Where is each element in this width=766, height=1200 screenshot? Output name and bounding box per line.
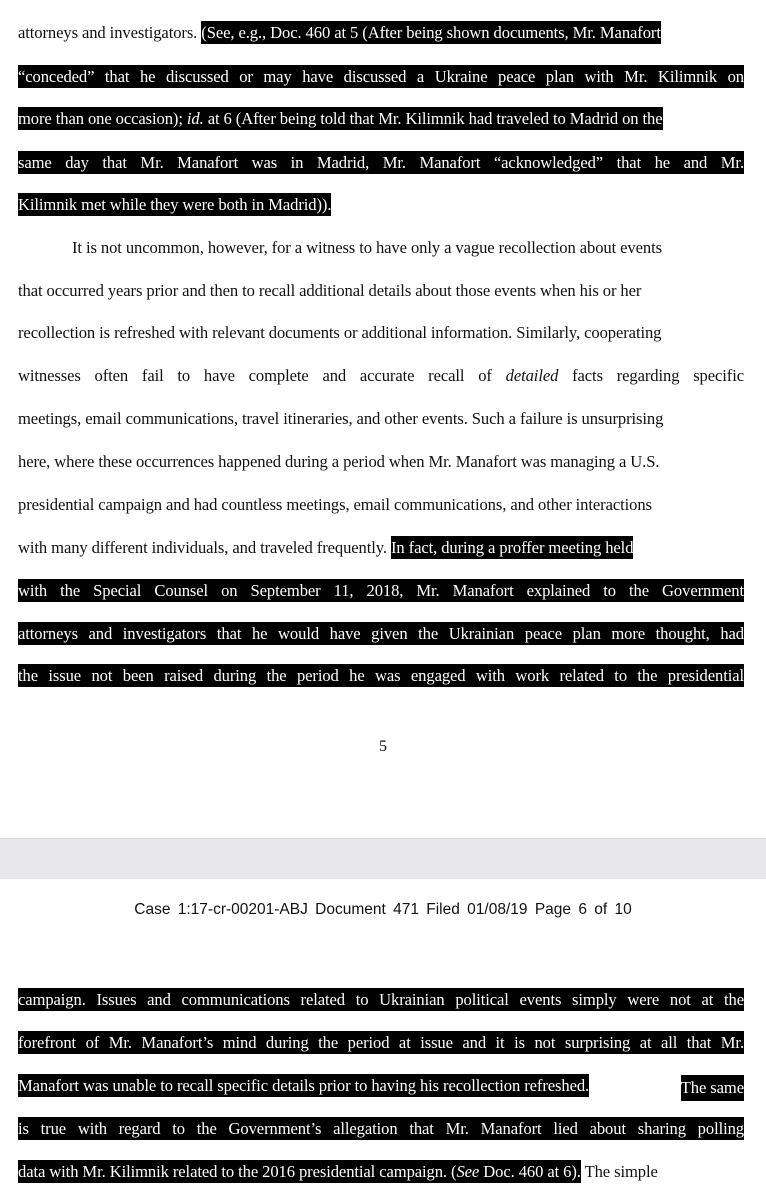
redaction-highlight: Kilimnik met while they were both in Madrid)). [18, 195, 332, 214]
text-line [18, 280, 744, 302]
text-line [18, 22, 744, 44]
text-run: that occurred years prior and then to recall additional details about those events when his or her [18, 281, 642, 300]
text-run: presidential campaign and had countless meetings, email communications, and other interactions [18, 495, 652, 514]
text-line [18, 365, 744, 387]
text-line [18, 194, 744, 216]
redaction-highlight: In fact, during a proffer meeting held [390, 538, 634, 557]
redaction-highlight: is true with regard to the Government’s allegation that Mr. Manafort lied about sharing polling [18, 1119, 744, 1138]
redaction-highlight: same day that Mr. Manafort was in Madrid, Mr. Manafort “acknowledged” that he and Mr. [18, 153, 744, 172]
page-separator [0, 838, 766, 880]
text-line [18, 623, 744, 645]
page-number: 5 [379, 738, 387, 755]
text-run: It is not uncommon, however, for a witness to have only a vague recollection about events [72, 238, 662, 257]
highlighted-text-italic: id. [186, 109, 204, 128]
text-line [18, 580, 744, 602]
text-line [18, 322, 744, 344]
text-line [18, 1161, 744, 1183]
redaction-highlight: forefront of Mr. Manafort’s mind during the period at issue and it is not surprising at all that Mr. [18, 1033, 744, 1052]
text-run: with many different individuals, and traveled frequently. [18, 538, 391, 557]
text-run: witnesses often fail to have complete and accurate recall of [18, 366, 506, 385]
text-run: meetings, email communications, travel itineraries, and other events. Such a failure is unsurprising [18, 409, 664, 428]
redaction-highlight: “conceded” that he discussed or may have discussed a Ukraine peace plan with Mr. Kilimnik on [18, 67, 744, 86]
highlighted-text: Doc. 460 at 6). [479, 1162, 581, 1181]
highlighted-text: more than one occasion); [18, 109, 187, 128]
redaction-highlight: with the Special Counsel on September 11, 2018, Mr. Manafort explained to the Government [18, 581, 744, 600]
text-line [18, 989, 744, 1011]
redaction-highlight [201, 21, 661, 44]
highlighted-text: data with Mr. Kilimnik related to the 2016 presidential campaign. ( [18, 1162, 457, 1181]
text-line [18, 451, 744, 473]
redaction-highlight: the issue not been raised during the period he was engaged with work related to the presidential [18, 666, 744, 685]
text-line [18, 1118, 744, 1140]
text-line [18, 665, 744, 687]
text-line [18, 108, 744, 130]
redaction-highlight: campaign. Issues and communications related to Ukrainian political events simply were not at the [18, 990, 744, 1009]
text-line [72, 237, 744, 259]
text-run: facts regarding specific [558, 366, 744, 385]
highlighted-text: (See, e.g., Doc. 460 at 5 (After being shown documents, Mr. Manafort [201, 23, 661, 42]
redaction-highlight: attorneys and investigators that he would have given the Ukrainian peace plan more thought, had [18, 624, 744, 643]
highlighted-text: at 6 (After being told that Mr. Kilimnik had traveled to Madrid on the [203, 109, 663, 128]
text-line [18, 1032, 744, 1054]
text-line [18, 1075, 744, 1101]
text-run: recollection is refreshed with relevant documents or additional information. Similarly, cooperating [18, 323, 662, 342]
text-run-italic: detailed [505, 366, 559, 385]
text-line [18, 152, 744, 174]
case-header: Case 1:17-cr-00201-ABJ Document 471 Filed 01/08/19 Page 6 of 10 [134, 901, 632, 918]
text-line [18, 66, 744, 88]
redaction-highlight [18, 107, 663, 130]
redaction-highlight [18, 1160, 581, 1183]
text-line [18, 494, 744, 516]
redaction-highlight: Manafort was unable to recall specific details prior to having his recollection refreshed. [18, 1076, 590, 1095]
highlighted-text-italic: See [456, 1162, 480, 1181]
text-run: The simple [580, 1162, 658, 1181]
text-line [18, 408, 744, 430]
text-run: here, where these occurrences happened during a period when Mr. Manafort was managing a U.S. [18, 452, 660, 471]
text-line [18, 537, 744, 559]
redaction-highlight: The same [681, 1075, 744, 1101]
text-run: attorneys and investigators. [18, 23, 202, 42]
